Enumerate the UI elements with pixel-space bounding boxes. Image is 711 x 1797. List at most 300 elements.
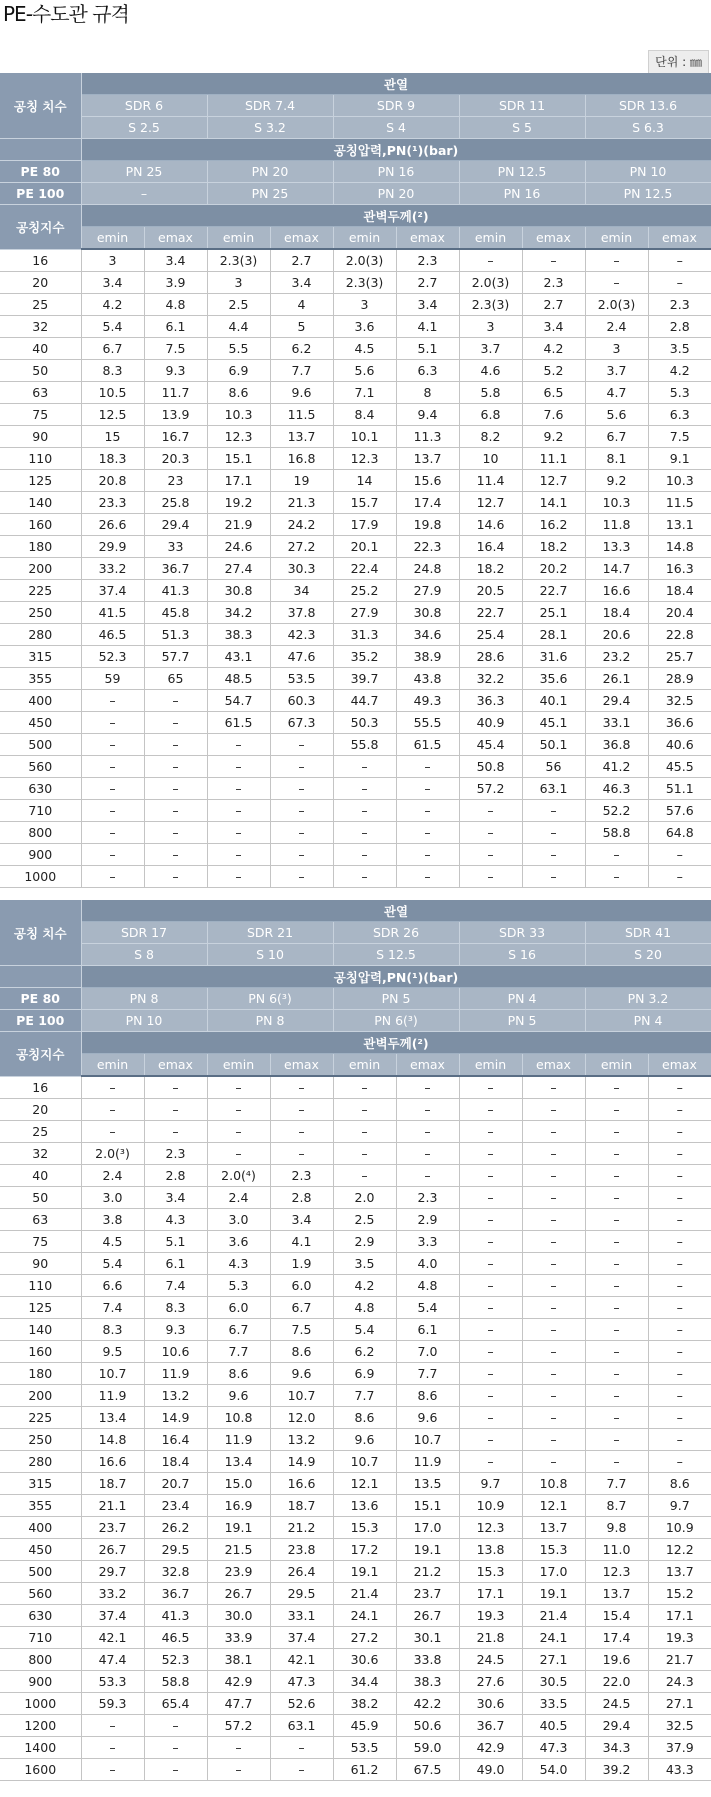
pe100-pn: PN 10 [81,1010,207,1032]
wall-thickness-cell: 30.5 [522,1671,585,1693]
wall-thickness-cell: – [648,1275,711,1297]
s-header: S 6.3 [585,117,711,139]
wall-thickness-cell: – [207,866,270,888]
wall-thickness-cell: 33.1 [270,1605,333,1627]
wall-thickness-cell: 7.1 [333,382,396,404]
wall-thickness-cell: 8.6 [207,382,270,404]
wall-thickness-cell: 50.3 [333,712,396,734]
table-row [0,382,711,404]
wall-thickness-cell: – [396,778,459,800]
sdr-header: SDR 13.6 [585,95,711,117]
wall-thickness-cell: 49.3 [396,690,459,712]
table-row [0,1671,711,1693]
wall-thickness-cell: 5.6 [585,404,648,426]
wall-thickness-cell: 13.7 [648,1561,711,1583]
nominal-size-cell: 32 [0,1143,81,1165]
wall-thickness-cell: 46.5 [81,624,144,646]
wall-thickness-cell: 46.5 [144,1627,207,1649]
wall-thickness-cell: 23.7 [81,1517,144,1539]
wall-thickness-cell: 30.8 [207,580,270,602]
wall-thickness-cell: 42.2 [396,1693,459,1715]
wall-thickness-cell: 54.7 [207,690,270,712]
wall-thickness-cell: 30.1 [396,1627,459,1649]
wall-thickness-cell: 32.5 [648,1715,711,1737]
nominal-size-cell: 900 [0,1671,81,1693]
wall-thickness-cell: 14.6 [459,514,522,536]
wall-thickness-cell: – [648,1099,711,1121]
table-row [0,1143,711,1165]
wall-thickness-cell: 3.5 [333,1253,396,1275]
wall-thickness-cell: – [522,800,585,822]
nominal-size-header: 공칭 치수 [0,900,81,966]
wall-thickness-cell: 10.3 [585,492,648,514]
wall-thickness-cell: 27.2 [270,536,333,558]
wall-thickness-cell: – [207,1099,270,1121]
header-row-emin-emax [0,1054,711,1077]
wall-thickness-cell: 5.2 [522,360,585,382]
wall-thickness-cell: 10.8 [522,1473,585,1495]
wall-thickness-cell: 45.4 [459,734,522,756]
wall-thickness-cell: – [270,756,333,778]
wall-thickness-cell: 10.6 [144,1341,207,1363]
wall-thickness-cell: 65.4 [144,1693,207,1715]
wall-thickness-cell: 3.5 [648,338,711,360]
wall-thickness-cell: 5.3 [648,382,711,404]
wall-thickness-cell: 15.2 [648,1583,711,1605]
nominal-size-cell: 900 [0,844,81,866]
nominal-size-cell: 315 [0,1473,81,1495]
wall-thickness-cell: 2.3 [396,1187,459,1209]
wall-thickness-cell: 21.5 [207,1539,270,1561]
table-row [0,1209,711,1231]
wall-thickness-cell: 21.2 [396,1561,459,1583]
wall-thickness-cell: – [459,844,522,866]
header-row-pn [0,139,711,161]
wall-thickness-cell: – [648,249,711,272]
header-row-series [0,73,711,95]
wall-thickness-cell: 18.4 [144,1451,207,1473]
wall-thickness-cell: – [585,866,648,888]
wall-thickness-cell: 19.2 [207,492,270,514]
wall-thickness-cell: 13.2 [144,1385,207,1407]
wall-thickness-cell: 26.6 [81,514,144,536]
wall-thickness-cell: 2.3 [522,272,585,294]
wall-thickness-cell: 55.8 [333,734,396,756]
wall-thickness-cell: 13.2 [270,1429,333,1451]
wall-thickness-cell: – [648,1341,711,1363]
wall-thickness-cell: 51.1 [648,778,711,800]
wall-thickness-cell: 8.7 [585,1495,648,1517]
pe100-pn: PN 16 [459,183,585,205]
wall-thickness-cell: – [585,1451,648,1473]
wall-thickness-cell: – [459,1385,522,1407]
wall-thickness-cell: 20.7 [144,1473,207,1495]
wall-thickness-cell: – [270,1759,333,1781]
wall-thickness-cell: 21.9 [207,514,270,536]
header-row-pe80 [0,161,711,183]
nominal-size-cell: 315 [0,646,81,668]
wall-thickness-cell: – [648,1385,711,1407]
wall-thickness-cell: 3.4 [144,249,207,272]
wall-thickness-cell: 6.9 [333,1363,396,1385]
wall-thickness-cell: 42.1 [81,1627,144,1649]
wall-thickness-cell: – [585,1099,648,1121]
wall-thickness-cell: 36.3 [459,690,522,712]
header-row-series [0,900,711,922]
wall-thickness-cell: 67.5 [396,1759,459,1781]
wall-thickness-cell: – [333,756,396,778]
wall-thickness-cell: 12.0 [270,1407,333,1429]
nominal-size-cell: 1200 [0,1715,81,1737]
wall-thickness-cell: – [81,822,144,844]
wall-thickness-cell: 47.3 [522,1737,585,1759]
nominal-size-cell: 800 [0,1649,81,1671]
wall-thickness-cell: – [396,756,459,778]
nominal-size-cell: 250 [0,602,81,624]
nominal-size-cell: 630 [0,1605,81,1627]
wall-thickness-cell: 13.8 [459,1539,522,1561]
wall-thickness-cell: 10.5 [81,382,144,404]
wall-thickness-cell: 30.8 [396,602,459,624]
wall-thickness-cell: 12.3 [333,448,396,470]
pe100-pn: PN 12.5 [585,183,711,205]
nominal-size-cell: 140 [0,1319,81,1341]
wall-thickness-cell: 52.6 [270,1693,333,1715]
wall-thickness-cell: 38.2 [333,1693,396,1715]
wall-thickness-cell: 7.7 [396,1363,459,1385]
wall-thickness-cell: – [459,1165,522,1187]
wall-thickness-cell: 12.3 [585,1561,648,1583]
wall-thickness-cell: 18.7 [81,1473,144,1495]
wall-thickness-cell: 33.2 [81,1583,144,1605]
wall-thickness-cell: – [522,1076,585,1099]
wall-thickness-cell: 2.7 [270,249,333,272]
wall-thickness-cell: – [270,778,333,800]
wall-thickness-cell: 19.1 [396,1539,459,1561]
wall-thickness-cell: – [648,1451,711,1473]
wall-thickness-cell: 43.3 [648,1759,711,1781]
header-row-sdr [0,922,711,944]
emax-header: emax [396,1054,459,1077]
nominal-size-cell: 560 [0,756,81,778]
wall-thickness-cell: – [459,1121,522,1143]
wall-thickness-cell: – [648,1429,711,1451]
wall-thickness-cell: 64.8 [648,822,711,844]
wall-thickness-cell: 3.4 [396,294,459,316]
wall-thickness-cell: 50.1 [522,734,585,756]
nominal-size-cell: 1000 [0,1693,81,1715]
wall-thickness-cell: 6.6 [81,1275,144,1297]
wall-thickness-cell: – [144,1759,207,1781]
wall-thickness-cell: 20.5 [459,580,522,602]
wall-thickness-cell: 42.1 [270,1649,333,1671]
wall-thickness-cell: – [207,800,270,822]
wall-thickness-cell: 26.7 [396,1605,459,1627]
wall-thickness-cell: 13.7 [270,426,333,448]
wall-thickness-cell: – [585,1275,648,1297]
wall-thickness-cell: 53.3 [81,1671,144,1693]
nominal-size-cell: 20 [0,272,81,294]
wall-thickness-cell: – [522,1099,585,1121]
wall-thickness-cell: 12.1 [522,1495,585,1517]
wall-thickness-cell: – [648,1253,711,1275]
s-header: S 2.5 [81,117,207,139]
wall-thickness-cell: 2.4 [81,1165,144,1187]
wall-thickness-cell: 2.3 [270,1165,333,1187]
wall-thickness-cell: 7.7 [585,1473,648,1495]
wall-thickness-cell: 29.4 [585,1715,648,1737]
pn-header: 공칭압력,PN(¹)(bar) [81,139,711,161]
wall-thickness-cell: 59.0 [396,1737,459,1759]
table-row [0,822,711,844]
pe80-pn: PN 20 [207,161,333,183]
wall-thickness-cell: – [585,272,648,294]
table-row [0,1473,711,1495]
wall-thickness-cell: 29.5 [270,1583,333,1605]
wall-thickness-cell: – [207,734,270,756]
wall-thickness-cell: – [270,734,333,756]
wall-thickness-cell: 9.2 [522,426,585,448]
table-row [0,624,711,646]
wall-thickness-cell: – [522,844,585,866]
wall-thickness-cell: 49.0 [459,1759,522,1781]
table-row [0,1297,711,1319]
table-row [0,580,711,602]
wall-thickness-cell: 15.0 [207,1473,270,1495]
sdr-header: SDR 11 [459,95,585,117]
wall-thickness-cell: 33.1 [585,712,648,734]
nominal-size-cell: 355 [0,1495,81,1517]
emax-header: emax [144,1054,207,1077]
wall-thickness-cell: 15.7 [333,492,396,514]
wall-thickness-cell: 26.2 [144,1517,207,1539]
wall-thickness-cell: 3.3 [396,1231,459,1253]
wall-thickness-cell: – [459,1209,522,1231]
wall-thickness-cell: 2.3(3) [333,272,396,294]
wall-thickness-cell: 33.9 [207,1627,270,1649]
wall-thickness-cell: 53.5 [333,1737,396,1759]
wall-thickness-cell: 37.8 [270,602,333,624]
wall-thickness-cell: 25.8 [144,492,207,514]
wall-thickness-cell: 3.4 [81,272,144,294]
wall-thickness-cell: 12.7 [459,492,522,514]
wall-thickness-cell: 2.0(3) [459,272,522,294]
wall-thickness-cell: 21.3 [270,492,333,514]
wall-thickness-cell: – [270,1737,333,1759]
wall-thickness-cell: – [585,1231,648,1253]
table-row [0,646,711,668]
wall-thickness-cell: 14.9 [144,1407,207,1429]
nominal-size-cell: 50 [0,1187,81,1209]
sdr-header: SDR 9 [333,95,459,117]
nominal-size-cell: 630 [0,778,81,800]
wall-thickness-cell: 56 [522,756,585,778]
wall-thickness-cell: 6.7 [585,426,648,448]
wall-thickness-cell: – [396,1165,459,1187]
wall-thickness-cell: 18.2 [459,558,522,580]
pe100-pn: PN 6(³) [333,1010,459,1032]
header-row-s [0,944,711,966]
wall-thickness-cell: – [144,712,207,734]
wall-thickness-cell: 12.2 [648,1539,711,1561]
wall-thickness-cell: – [270,1099,333,1121]
wall-thickness-cell: 5.3 [207,1275,270,1297]
wall-thickness-cell: 10 [459,448,522,470]
pe80-pn: PN 16 [333,161,459,183]
wall-thickness-cell: 2.9 [333,1231,396,1253]
nominal-size-cell: 355 [0,668,81,690]
wall-thickness-cell: – [144,756,207,778]
wall-thickness-cell: 4.3 [207,1253,270,1275]
wall-thickness-cell: 9.6 [333,1429,396,1451]
table-row [0,316,711,338]
table-row [0,1385,711,1407]
wall-thickness-cell: 19 [270,470,333,492]
emax-header: emax [522,227,585,250]
table-row [0,338,711,360]
pe80-pn: PN 3.2 [585,988,711,1010]
table-row [0,492,711,514]
wall-thickness-cell: 36.7 [459,1715,522,1737]
wall-thickness-cell: 14.7 [585,558,648,580]
wall-thickness-cell: 19.3 [648,1627,711,1649]
nominal-size-cell: 280 [0,1451,81,1473]
table-row [0,514,711,536]
wall-thickness-cell: 34.3 [585,1737,648,1759]
wall-thickness-cell: – [585,1076,648,1099]
wall-thickness-header: 관벽두께(²) [81,205,711,227]
wall-thickness-cell: – [648,1319,711,1341]
wall-thickness-cell: – [585,249,648,272]
wall-thickness-cell: 19.1 [522,1583,585,1605]
header-row-pe100 [0,183,711,205]
nominal-size-cell: 710 [0,1627,81,1649]
wall-thickness-cell: 2.3 [648,294,711,316]
wall-thickness-cell: 16.8 [270,448,333,470]
table-row [0,690,711,712]
wall-thickness-cell: 2.7 [396,272,459,294]
wall-thickness-cell: – [207,1121,270,1143]
wall-thickness-cell: 3 [81,249,144,272]
wall-thickness-cell: – [333,1099,396,1121]
wall-thickness-cell: 14.8 [648,536,711,558]
wall-thickness-cell: – [396,1143,459,1165]
wall-thickness-cell: – [270,1143,333,1165]
table-row [0,778,711,800]
emin-header: emin [207,1054,270,1077]
table-row [0,470,711,492]
wall-thickness-cell: 17.1 [459,1583,522,1605]
wall-thickness-cell: 3.9 [144,272,207,294]
wall-thickness-cell: 57.2 [207,1715,270,1737]
wall-thickness-cell: 24.8 [396,558,459,580]
wall-thickness-cell: 6.8 [459,404,522,426]
wall-thickness-cell: 16.7 [144,426,207,448]
pe100-pn: PN 4 [585,1010,711,1032]
wall-thickness-cell: 2.3 [144,1143,207,1165]
wall-thickness-cell: 2.3(3) [207,249,270,272]
wall-thickness-cell: 8.6 [207,1363,270,1385]
wall-thickness-cell: 27.4 [207,558,270,580]
pe80-label: PE 80 [0,988,81,1010]
sdr-header: SDR 7.4 [207,95,333,117]
wall-thickness-cell: 34 [270,580,333,602]
wall-thickness-cell: – [459,1143,522,1165]
wall-thickness-cell: 58.8 [144,1671,207,1693]
wall-thickness-cell: – [207,822,270,844]
wall-thickness-cell: 7.6 [522,404,585,426]
wall-thickness-cell: – [648,1407,711,1429]
wall-thickness-cell: 5.4 [81,316,144,338]
wall-thickness-cell: 13.7 [396,448,459,470]
wall-thickness-cell: – [459,1429,522,1451]
wall-thickness-cell: – [333,800,396,822]
wall-thickness-cell: – [522,1297,585,1319]
wall-thickness-cell: – [81,1715,144,1737]
wall-thickness-cell: – [333,1143,396,1165]
wall-thickness-cell: 15 [81,426,144,448]
wall-thickness-cell: 27.6 [459,1671,522,1693]
wall-thickness-cell: 5.4 [81,1253,144,1275]
nominal-size-cell: 160 [0,1341,81,1363]
emax-header: emax [144,227,207,250]
nominal-size-cell: 180 [0,1363,81,1385]
wall-thickness-cell: 34.6 [396,624,459,646]
wall-thickness-cell: 25.2 [333,580,396,602]
wall-thickness-cell: 3 [333,294,396,316]
wall-thickness-cell: 37.4 [81,580,144,602]
wall-thickness-cell: 47.4 [81,1649,144,1671]
wall-thickness-cell: – [522,1143,585,1165]
wall-thickness-cell: 12.7 [522,470,585,492]
nominal-size-cell: 110 [0,448,81,470]
spec-table-top [0,73,711,888]
wall-thickness-cell: 3.8 [81,1209,144,1231]
wall-thickness-cell: – [522,1407,585,1429]
wall-thickness-cell: 39.2 [585,1759,648,1781]
wall-thickness-cell: 18.4 [585,602,648,624]
wall-thickness-cell: 22.7 [522,580,585,602]
wall-thickness-cell: 17.0 [522,1561,585,1583]
wall-thickness-cell: – [459,1451,522,1473]
wall-thickness-cell: – [270,866,333,888]
wall-thickness-cell: – [459,866,522,888]
wall-thickness-cell: 33.2 [81,558,144,580]
wall-thickness-cell: 17.4 [585,1627,648,1649]
s-header: S 5 [459,117,585,139]
wall-thickness-cell: – [81,734,144,756]
wall-thickness-cell: 5.1 [144,1231,207,1253]
wall-thickness-cell: 6.0 [207,1297,270,1319]
wall-thickness-cell: 12.1 [333,1473,396,1495]
wall-thickness-cell: 7.0 [396,1341,459,1363]
wall-thickness-cell: – [648,272,711,294]
table-row [0,1693,711,1715]
wall-thickness-cell: 21.7 [648,1649,711,1671]
wall-thickness-cell: 2.8 [144,1165,207,1187]
table-row [0,1231,711,1253]
wall-thickness-cell: 29.4 [144,514,207,536]
wall-thickness-cell: 5.1 [396,338,459,360]
wall-thickness-cell: 52.2 [585,800,648,822]
table-row [0,756,711,778]
wall-thickness-cell: 24.6 [207,536,270,558]
pe100-pn: PN 5 [459,1010,585,1032]
wall-thickness-cell: 28.6 [459,646,522,668]
wall-thickness-cell: 21.4 [522,1605,585,1627]
wall-thickness-cell: 6.7 [270,1297,333,1319]
wall-thickness-cell: 27.1 [522,1649,585,1671]
